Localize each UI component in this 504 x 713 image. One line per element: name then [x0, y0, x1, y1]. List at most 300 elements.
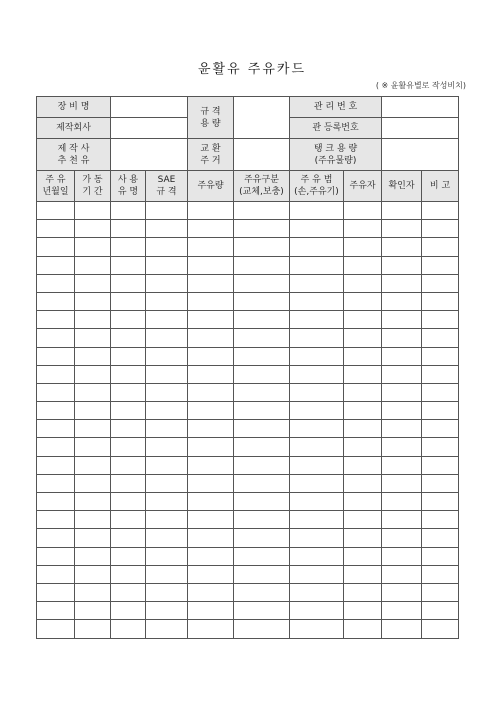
table-cell[interactable] [422, 365, 459, 383]
table-cell[interactable] [344, 383, 382, 401]
column-header-line: 유 명 [117, 187, 139, 197]
table-cell[interactable] [290, 511, 344, 529]
table-cell[interactable] [422, 383, 459, 401]
table-cell[interactable] [75, 383, 111, 401]
table-cell[interactable] [234, 493, 290, 511]
column-header-line: SAE [157, 175, 176, 185]
table-cell[interactable] [188, 602, 234, 620]
table-cell[interactable] [290, 365, 344, 383]
table-cell[interactable] [75, 529, 111, 547]
table-cell[interactable] [111, 292, 146, 310]
mgmt-no-label: 관 리 번 호 [290, 97, 382, 118]
table-cell[interactable] [234, 511, 290, 529]
table-cell[interactable] [382, 602, 422, 620]
table-cell[interactable] [382, 311, 422, 329]
table-cell[interactable] [234, 202, 290, 220]
table-cell[interactable] [37, 202, 75, 220]
table-cell[interactable] [234, 402, 290, 420]
table-cell[interactable] [422, 220, 459, 238]
table-cell[interactable] [234, 292, 290, 310]
table-cell[interactable] [422, 292, 459, 310]
table-cell[interactable] [234, 602, 290, 620]
table-cell[interactable] [290, 347, 344, 365]
table-cell[interactable] [188, 438, 234, 456]
column-header-3 [146, 171, 188, 202]
table-cell[interactable] [111, 420, 146, 438]
table-cell[interactable] [111, 329, 146, 347]
table-cell[interactable] [344, 292, 382, 310]
table-cell[interactable] [111, 220, 146, 238]
table-cell[interactable] [146, 456, 188, 474]
table-cell[interactable] [344, 274, 382, 292]
table-cell[interactable] [75, 292, 111, 310]
change-cycle-label [188, 139, 234, 171]
table-cell[interactable] [422, 493, 459, 511]
maker-recommended-field[interactable] [111, 139, 188, 171]
table-cell[interactable] [382, 456, 422, 474]
table-cell[interactable] [146, 311, 188, 329]
table-cell[interactable] [146, 438, 188, 456]
table-cell[interactable] [422, 474, 459, 492]
table-cell[interactable] [344, 438, 382, 456]
table-cell[interactable] [188, 547, 234, 565]
table-cell[interactable] [422, 456, 459, 474]
tank-label: 탱 크 용 량 [313, 143, 358, 154]
table-cell[interactable] [37, 383, 75, 401]
table-cell[interactable] [146, 583, 188, 601]
table-cell[interactable] [382, 620, 422, 638]
table-cell[interactable] [188, 493, 234, 511]
table-row [37, 383, 459, 401]
column-header-line: 가 동 [82, 175, 103, 185]
table-cell[interactable] [111, 202, 146, 220]
table-cell[interactable] [37, 456, 75, 474]
table-cell[interactable] [290, 493, 344, 511]
table-row [37, 602, 459, 620]
table-cell[interactable] [344, 311, 382, 329]
table-cell[interactable] [146, 274, 188, 292]
table-cell[interactable] [75, 420, 111, 438]
table-cell[interactable] [188, 256, 234, 274]
table-cell[interactable] [37, 583, 75, 601]
table-cell[interactable] [382, 529, 422, 547]
manufacturer-field[interactable] [111, 118, 188, 139]
table-cell[interactable] [382, 402, 422, 420]
table-cell[interactable] [37, 329, 75, 347]
table-cell[interactable] [188, 292, 234, 310]
table-cell[interactable] [344, 493, 382, 511]
table-cell[interactable] [111, 402, 146, 420]
table-cell[interactable] [382, 220, 422, 238]
table-cell[interactable] [75, 474, 111, 492]
table-cell[interactable] [188, 620, 234, 638]
table-cell[interactable] [111, 311, 146, 329]
table-cell[interactable] [188, 402, 234, 420]
table-cell[interactable] [344, 602, 382, 620]
table-cell[interactable] [75, 365, 111, 383]
table-cell[interactable] [37, 474, 75, 492]
mgmt-no-field[interactable] [382, 97, 459, 118]
table-cell[interactable] [37, 565, 75, 583]
column-header-line: 주유량 [197, 181, 224, 191]
table-cell[interactable] [188, 220, 234, 238]
table-cell[interactable] [37, 420, 75, 438]
table-cell[interactable] [344, 565, 382, 583]
tank-capacity-field[interactable] [382, 139, 459, 171]
table-cell[interactable] [382, 383, 422, 401]
table-cell[interactable] [37, 311, 75, 329]
column-header-line: 주 유 [45, 175, 66, 185]
table-cell[interactable] [111, 274, 146, 292]
table-cell[interactable] [146, 383, 188, 401]
column-header-line: 확인자 [388, 181, 415, 191]
table-cell[interactable] [188, 456, 234, 474]
table-cell[interactable] [382, 474, 422, 492]
table-cell[interactable] [422, 256, 459, 274]
table-cell[interactable] [234, 547, 290, 565]
table-row [37, 238, 459, 256]
table-cell[interactable] [146, 402, 188, 420]
table-cell[interactable] [188, 311, 234, 329]
table-cell[interactable] [344, 474, 382, 492]
table-row [37, 547, 459, 565]
table-cell[interactable] [75, 511, 111, 529]
reg-no-label: 관 등록번호 [290, 118, 382, 139]
table-cell[interactable] [422, 329, 459, 347]
table-cell[interactable] [344, 402, 382, 420]
table-cell[interactable] [75, 565, 111, 583]
table-cell[interactable] [422, 620, 459, 638]
table-cell[interactable] [75, 547, 111, 565]
table-cell[interactable] [111, 583, 146, 601]
table-cell[interactable] [111, 529, 146, 547]
table-row [37, 274, 459, 292]
table-cell[interactable] [234, 329, 290, 347]
equipment-name-field[interactable] [111, 97, 188, 118]
table-cell[interactable] [111, 474, 146, 492]
table-cell[interactable] [344, 220, 382, 238]
table-cell[interactable] [146, 202, 188, 220]
table-row [37, 311, 459, 329]
table-cell[interactable] [146, 529, 188, 547]
table-row [37, 493, 459, 511]
table-cell[interactable] [37, 238, 75, 256]
table-row [37, 438, 459, 456]
table-row [37, 456, 459, 474]
column-header-row [37, 171, 459, 202]
table-row [37, 583, 459, 601]
table-cell[interactable] [234, 220, 290, 238]
table-cell[interactable] [75, 220, 111, 238]
table-cell[interactable] [188, 583, 234, 601]
spec-capacity-field[interactable] [234, 97, 290, 139]
table-cell[interactable] [290, 329, 344, 347]
table-cell[interactable] [111, 438, 146, 456]
table-cell[interactable] [344, 365, 382, 383]
page-title: 윤활유 주유카드 [197, 62, 307, 77]
table-cell[interactable] [75, 456, 111, 474]
table-cell[interactable] [382, 420, 422, 438]
table-cell[interactable] [75, 438, 111, 456]
table-cell[interactable] [234, 256, 290, 274]
table-cell[interactable] [382, 329, 422, 347]
table-cell[interactable] [146, 220, 188, 238]
table-cell[interactable] [422, 202, 459, 220]
table-row [37, 420, 459, 438]
table-cell[interactable] [111, 383, 146, 401]
table-cell[interactable] [37, 511, 75, 529]
table-cell[interactable] [37, 220, 75, 238]
spec-label: 규 격 [200, 106, 221, 117]
table-cell[interactable] [111, 256, 146, 274]
table-cell[interactable] [146, 602, 188, 620]
table-cell[interactable] [344, 202, 382, 220]
table-cell[interactable] [422, 402, 459, 420]
table-cell[interactable] [290, 274, 344, 292]
table-cell[interactable] [290, 220, 344, 238]
maker-label: 제 작 사 [57, 143, 90, 154]
table-cell[interactable] [111, 565, 146, 583]
table-cell[interactable] [382, 292, 422, 310]
table-cell[interactable] [111, 493, 146, 511]
table-cell[interactable] [111, 620, 146, 638]
column-header-line: 규 격 [156, 187, 177, 197]
table-cell[interactable] [37, 529, 75, 547]
table-cell[interactable] [290, 238, 344, 256]
table-cell[interactable] [111, 365, 146, 383]
column-header-8 [382, 171, 422, 202]
table-cell[interactable] [111, 238, 146, 256]
table-cell[interactable] [234, 620, 290, 638]
table-cell[interactable] [111, 511, 146, 529]
table-cell[interactable] [146, 493, 188, 511]
table-cell[interactable] [75, 202, 111, 220]
table-cell[interactable] [290, 292, 344, 310]
table-cell[interactable] [234, 311, 290, 329]
table-cell[interactable] [75, 238, 111, 256]
column-header-line: 주유구분 [244, 175, 279, 185]
table-cell[interactable] [146, 565, 188, 583]
table-cell[interactable] [422, 438, 459, 456]
table-cell[interactable] [422, 511, 459, 529]
change-cycle-field[interactable] [234, 139, 290, 171]
table-cell[interactable] [344, 329, 382, 347]
table-cell[interactable] [422, 311, 459, 329]
table-row [37, 220, 459, 238]
table-cell[interactable] [146, 347, 188, 365]
table-cell[interactable] [382, 202, 422, 220]
table-cell[interactable] [146, 474, 188, 492]
table-cell[interactable] [37, 292, 75, 310]
table-cell[interactable] [290, 420, 344, 438]
table-cell[interactable] [188, 202, 234, 220]
table-cell[interactable] [234, 565, 290, 583]
table-cell[interactable] [422, 420, 459, 438]
table-cell[interactable] [111, 347, 146, 365]
table-cell[interactable] [37, 602, 75, 620]
table-cell[interactable] [188, 347, 234, 365]
table-cell[interactable] [382, 256, 422, 274]
table-cell[interactable] [344, 547, 382, 565]
table-cell[interactable] [75, 274, 111, 292]
column-header-2 [111, 171, 146, 202]
table-cell[interactable] [422, 347, 459, 365]
table-cell[interactable] [422, 238, 459, 256]
table-cell[interactable] [37, 274, 75, 292]
table-cell[interactable] [382, 238, 422, 256]
table-cell[interactable] [382, 547, 422, 565]
table-cell[interactable] [146, 256, 188, 274]
maker-recommended-label [37, 139, 111, 171]
table-cell[interactable] [344, 238, 382, 256]
table-cell[interactable] [234, 583, 290, 601]
table-cell[interactable] [146, 420, 188, 438]
table-cell[interactable] [344, 347, 382, 365]
table-cell[interactable] [37, 402, 75, 420]
table-cell[interactable] [146, 620, 188, 638]
table-cell[interactable] [75, 347, 111, 365]
table-cell[interactable] [234, 438, 290, 456]
table-cell[interactable] [344, 583, 382, 601]
table-cell[interactable] [75, 620, 111, 638]
table-cell[interactable] [146, 238, 188, 256]
table-cell[interactable] [382, 347, 422, 365]
column-header-9 [422, 171, 459, 202]
table-cell[interactable] [188, 365, 234, 383]
table-cell[interactable] [111, 602, 146, 620]
column-header-0 [37, 171, 75, 202]
table-row [37, 565, 459, 583]
table-cell[interactable] [75, 256, 111, 274]
table-cell[interactable] [382, 583, 422, 601]
table-cell[interactable] [290, 529, 344, 547]
table-cell[interactable] [188, 329, 234, 347]
table-cell[interactable] [234, 365, 290, 383]
table-cell[interactable] [422, 274, 459, 292]
table-cell[interactable] [290, 438, 344, 456]
table-cell[interactable] [422, 547, 459, 565]
table-cell[interactable] [37, 547, 75, 565]
table-cell[interactable] [188, 383, 234, 401]
table-cell[interactable] [37, 365, 75, 383]
column-header-line: (손,주유기) [294, 187, 339, 197]
table-cell[interactable] [234, 420, 290, 438]
table-cell[interactable] [75, 311, 111, 329]
table-cell[interactable] [234, 529, 290, 547]
table-cell[interactable] [382, 493, 422, 511]
table-cell[interactable] [382, 365, 422, 383]
table-cell[interactable] [75, 493, 111, 511]
table-cell[interactable] [234, 347, 290, 365]
table-cell[interactable] [234, 274, 290, 292]
table-cell[interactable] [188, 420, 234, 438]
table-cell[interactable] [234, 238, 290, 256]
table-cell[interactable] [234, 456, 290, 474]
table-cell[interactable] [290, 620, 344, 638]
table-cell[interactable] [290, 402, 344, 420]
table-cell[interactable] [382, 438, 422, 456]
table-cell[interactable] [382, 511, 422, 529]
table-cell[interactable] [344, 256, 382, 274]
table-cell[interactable] [290, 474, 344, 492]
table-row [37, 365, 459, 383]
table-cell[interactable] [37, 620, 75, 638]
reg-no-field[interactable] [382, 118, 459, 139]
table-cell[interactable] [290, 456, 344, 474]
table-cell[interactable] [146, 547, 188, 565]
table-cell[interactable] [422, 529, 459, 547]
table-cell[interactable] [146, 329, 188, 347]
column-header-line: 기 간 [82, 187, 103, 197]
table-cell[interactable] [382, 274, 422, 292]
table-cell[interactable] [75, 402, 111, 420]
log-rows [37, 202, 459, 639]
column-header-line: (교체,보충) [239, 187, 284, 197]
table-cell[interactable] [37, 438, 75, 456]
table-cell[interactable] [146, 292, 188, 310]
table-cell[interactable] [382, 565, 422, 583]
table-cell[interactable] [234, 474, 290, 492]
oil-amount-label: (주유물량) [314, 155, 357, 166]
table-cell[interactable] [75, 583, 111, 601]
lubrication-card-table [36, 96, 459, 639]
table-cell[interactable] [290, 383, 344, 401]
table-cell[interactable] [146, 365, 188, 383]
equipment-name-label: 장 비 명 [37, 97, 111, 118]
table-cell[interactable] [344, 511, 382, 529]
table-cell[interactable] [111, 547, 146, 565]
table-cell[interactable] [344, 420, 382, 438]
table-cell[interactable] [290, 583, 344, 601]
table-row [37, 511, 459, 529]
table-cell[interactable] [188, 529, 234, 547]
table-cell[interactable] [234, 383, 290, 401]
table-cell[interactable] [290, 256, 344, 274]
table-cell[interactable] [290, 547, 344, 565]
change-label: 교 환 [200, 143, 221, 154]
table-cell[interactable] [111, 456, 146, 474]
table-row [37, 329, 459, 347]
table-cell[interactable] [188, 474, 234, 492]
cycle-label: 주 거 [200, 155, 221, 166]
table-cell[interactable] [290, 311, 344, 329]
table-cell[interactable] [146, 511, 188, 529]
table-cell[interactable] [75, 329, 111, 347]
column-header-line: 주 유 범 [300, 175, 333, 185]
table-cell[interactable] [188, 565, 234, 583]
table-row [37, 292, 459, 310]
table-cell[interactable] [422, 583, 459, 601]
table-cell[interactable] [344, 456, 382, 474]
table-cell[interactable] [188, 511, 234, 529]
table-cell[interactable] [422, 602, 459, 620]
table-cell[interactable] [188, 274, 234, 292]
write-note: ( ※ 윤활유별로 작성비치) [375, 81, 466, 90]
table-cell[interactable] [344, 529, 382, 547]
table-cell[interactable] [290, 202, 344, 220]
table-cell[interactable] [344, 620, 382, 638]
table-row [37, 402, 459, 420]
table-cell[interactable] [290, 602, 344, 620]
table-cell[interactable] [37, 493, 75, 511]
table-cell[interactable] [75, 602, 111, 620]
table-cell[interactable] [37, 347, 75, 365]
capacity-label: 용 량 [200, 118, 221, 129]
table-cell[interactable] [37, 256, 75, 274]
table-cell[interactable] [188, 238, 234, 256]
table-cell[interactable] [290, 565, 344, 583]
table-cell[interactable] [422, 565, 459, 583]
